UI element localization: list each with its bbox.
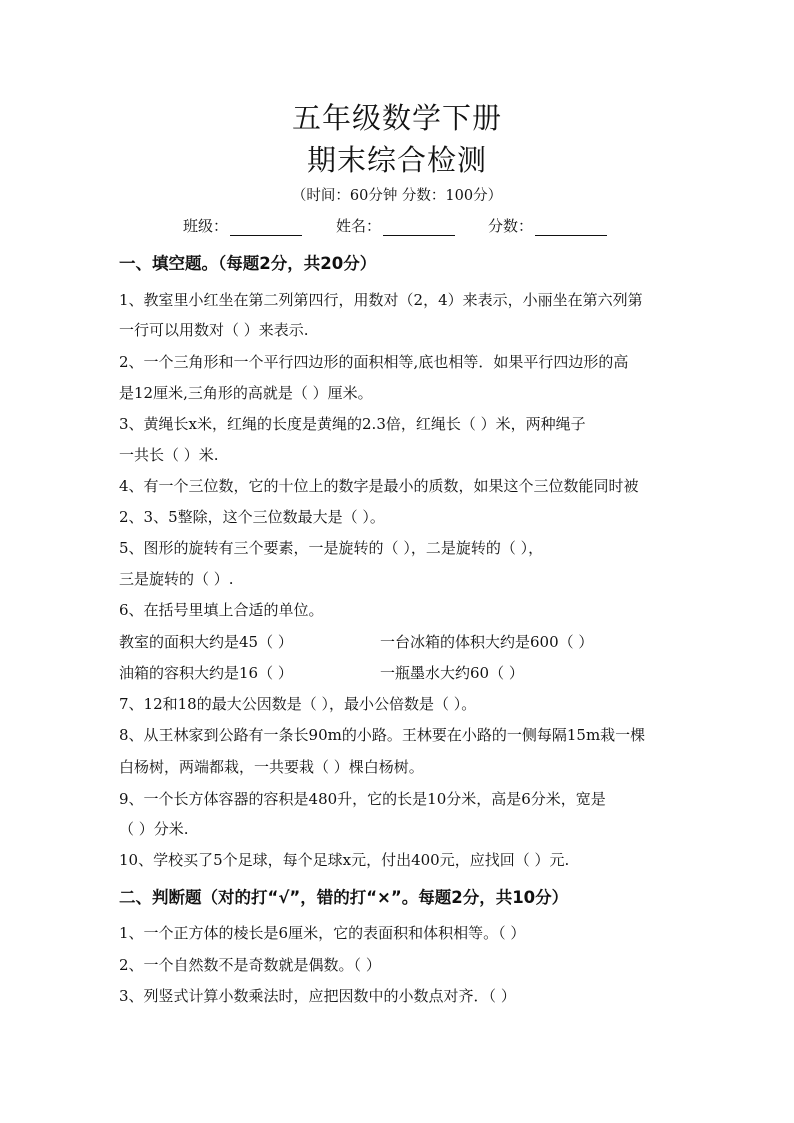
question-line: 8、从王林家到公路有一条长90m的小路。王林要在小路的一侧每隔15m栽一棵 <box>119 726 646 744</box>
class-label: 班级： <box>183 217 229 235</box>
unit-item: 一台冰箱的体积大约是600（ ） <box>380 633 594 651</box>
question-line: 1、教室里小红坐在第二列第四行，用数对（2，4）来表示，小丽坐在第六列第 <box>119 291 643 309</box>
question-line: 一行可以用数对（ ）来表示. <box>119 321 309 339</box>
question-line: 9、一个长方体容器的容积是480升，它的长是10分米，高是6分米，宽是 <box>119 790 606 808</box>
question-line: 3、黄绳长x米，红绳的长度是黄绳的2.3倍，红绳长（ ）米，两种绳子 <box>119 415 586 433</box>
name-blank[interactable] <box>383 219 455 236</box>
question-line: 一共长（ ）米. <box>119 446 219 464</box>
exam-meta: （时间：60分钟 分数：100分） <box>291 188 503 204</box>
unit-item: 教室的面积大约是45（ ） <box>119 633 293 651</box>
question-line: 2、3、5整除，这个三位数最大是（ ）。 <box>119 508 385 526</box>
unit-item: 油箱的容积大约是16（ ） <box>119 664 293 682</box>
question-line: 是12厘米,三角形的高就是（ ）厘米。 <box>119 384 373 402</box>
question-line: 2、一个三角形和一个平行四边形的面积相等,底也相等．如果平行四边形的高 <box>119 353 629 371</box>
class-blank[interactable] <box>230 219 302 236</box>
section1-heading: 一、填空题。（每题2分，共20分） <box>119 254 377 273</box>
question-line: 4、有一个三位数，它的十位上的数字是最小的质数，如果这个三位数能同时被 <box>119 477 639 495</box>
judge-line: 2、一个自然数不是奇数就是偶数。（ ） <box>119 956 381 974</box>
name-label: 姓名： <box>336 217 382 235</box>
question-line: 6、在括号里填上合适的单位。 <box>119 601 324 619</box>
unit-item: 一瓶墨水大约60（ ） <box>380 664 524 682</box>
name-field <box>336 216 455 236</box>
question-line: 白杨树，两端都栽，一共要栽（ ）棵白杨树。 <box>119 758 424 776</box>
score-blank[interactable] <box>535 219 607 236</box>
judge-line: 1、一个正方体的棱长是6厘米，它的表面积和体积相等。（ ） <box>119 924 526 942</box>
page-title: 五年级数学下册 <box>291 101 502 135</box>
page-subtitle: 期末综合检测 <box>306 143 487 177</box>
class-field <box>183 216 302 236</box>
question-line: 7、12和18的最大公因数是（ ），最小公倍数是（ ）。 <box>119 695 477 713</box>
section2-heading: 二、判断题（对的打“√”，错的打“×”。每题2分，共10分） <box>119 888 569 907</box>
question-line: 三是旋转的（ ）. <box>119 570 234 588</box>
question-line: （ ）分米. <box>119 820 189 838</box>
score-field <box>488 216 607 236</box>
question-line: 5、图形的旋转有三个要素，一是旋转的（ ），二是旋转的（ ）， <box>119 539 544 557</box>
judge-line: 3、列竖式计算小数乘法时，应把因数中的小数点对齐．（ ） <box>119 987 516 1005</box>
score-label: 分数： <box>488 217 534 235</box>
question-line: 10、学校买了5个足球，每个足球x元，付出400元，应找回（ ）元. <box>119 851 570 869</box>
